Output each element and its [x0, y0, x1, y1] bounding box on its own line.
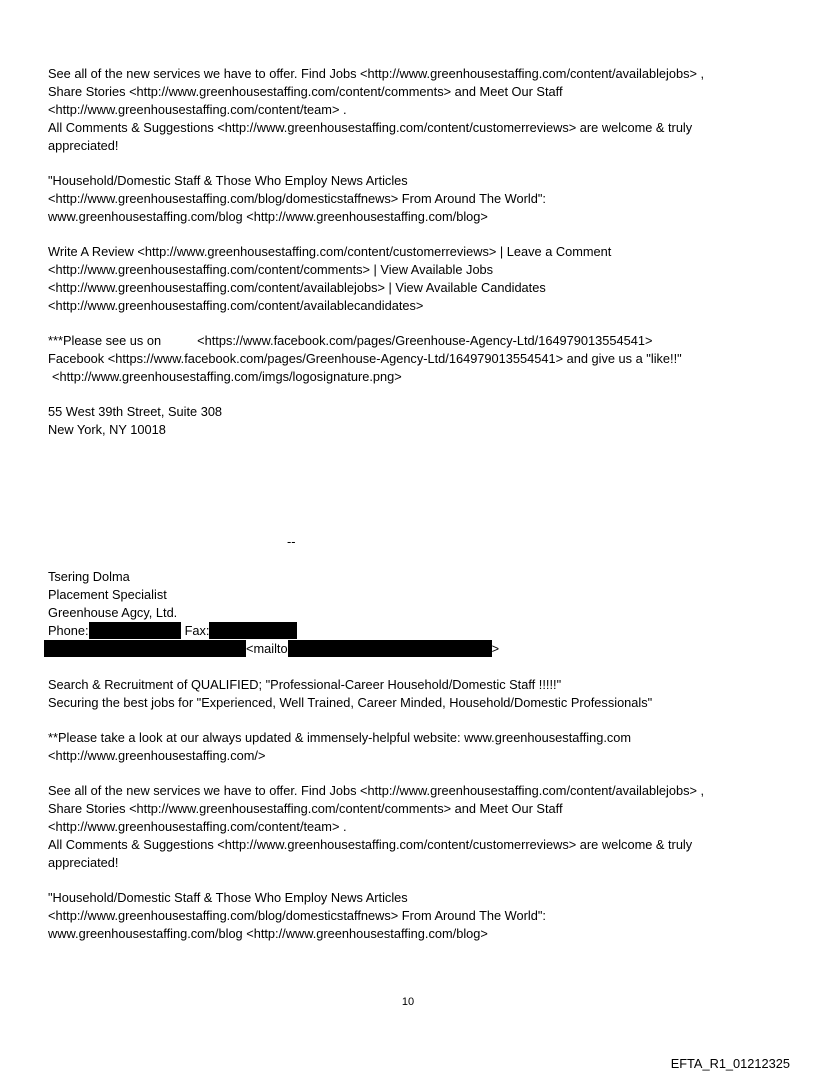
text-line: All Comments & Suggestions <http://www.greenhousestaffing.com/content/customerreviews> are welcome & truly [48, 120, 693, 135]
signature-separator: -- [287, 534, 296, 549]
logo-link-line: <http://www.greenhousestaffing.com/imgs/logosignature.png> [52, 369, 402, 384]
text-line: Write A Review <http://www.greenhousestaffing.com/content/customerreviews> | Leave a Comment [48, 244, 612, 259]
text-line: Securing the best jobs for "Experienced, Well Trained, Career Minded, Household/Domestic Professionals" [48, 695, 653, 710]
services-paragraph [48, 782, 788, 872]
text-line: www.greenhousestaffing.com/blog <http://www.greenhousestaffing.com/blog> [48, 926, 488, 941]
text-line: <http://www.greenhousestaffing.com/> [48, 748, 266, 763]
text-line: <http://www.greenhousestaffing.com/content/team> . [48, 819, 347, 834]
text-line: Search & Recruitment of QUALIFIED; "Professional-Career Household/Domestic Staff !!!!!" [48, 677, 562, 692]
signature-name: Tsering Dolma [48, 569, 130, 584]
text-line: <http://www.greenhousestaffing.com/content/comments> | View Available Jobs [48, 262, 494, 277]
mailto-close: > [491, 641, 500, 656]
address-paragraph [48, 403, 788, 439]
text-line: Share Stories <http://www.greenhousestaffing.com/content/comments> and Meet Our Staff [48, 84, 563, 99]
text-line: <http://www.greenhousestaffing.com/blog/domesticstaffnews> From Around The World": [48, 908, 546, 923]
text-line: Share Stories <http://www.greenhousestaffing.com/content/comments> and Meet Our Staff [48, 801, 563, 816]
text-line: <http://www.greenhousestaffing.com/content/availablejobs> | View Available Candidates [48, 280, 546, 295]
news-paragraph [48, 889, 788, 943]
text-line: appreciated! [48, 855, 119, 870]
text-line: <http://www.greenhousestaffing.com/content/availablecandidates> [48, 298, 424, 313]
links-paragraph [48, 243, 788, 315]
text-line: www.greenhousestaffing.com/blog <http://www.greenhousestaffing.com/blog> [48, 209, 488, 224]
fax-redaction [209, 622, 297, 639]
facebook-paragraph [48, 332, 788, 386]
news-paragraph [48, 172, 788, 226]
email-line [44, 640, 499, 658]
text-line: All Comments & Suggestions <http://www.greenhousestaffing.com/content/customerreviews> are welcome & truly [48, 837, 693, 852]
address-line: 55 West 39th Street, Suite 308 [48, 404, 223, 419]
email-body-top [48, 65, 788, 456]
email-redaction [44, 640, 246, 657]
text-line: **Please take a look at our always updated & immensely-helpful website: www.greenhousestaffing.com [48, 730, 632, 745]
facebook-prefix: ***Please see us on [48, 333, 162, 348]
phone-fax-line [48, 622, 499, 640]
mailto-redaction [288, 640, 492, 657]
facebook-line [48, 332, 788, 350]
signature-title: Placement Specialist [48, 587, 167, 602]
mailto-label: <mailto [246, 641, 288, 656]
address-line: New York, NY 10018 [48, 422, 166, 437]
fax-label: Fax: [184, 623, 210, 638]
text-line: See all of the new services we have to offer. Find Jobs <http://www.greenhousestaffing.com/content/availablejobs> , [48, 783, 705, 798]
email-body-bottom [48, 676, 788, 960]
document-id: EFTA_R1_01212325 [670, 1056, 790, 1071]
signature-company: Greenhouse Agcy, Ltd. [48, 605, 178, 620]
signature-block [48, 568, 499, 658]
website-paragraph [48, 729, 788, 765]
text-line: <http://www.greenhousestaffing.com/content/team> . [48, 102, 347, 117]
facebook-url: <https://www.facebook.com/pages/Greenhouse-Agency-Ltd/164979013554541> [197, 333, 653, 348]
text-line: Facebook <https://www.facebook.com/pages/Greenhouse-Agency-Ltd/164979013554541> and give us a "like!!" [48, 351, 682, 366]
text-line: "Household/Domestic Staff & Those Who Employ News Articles [48, 173, 408, 188]
text-line: <http://www.greenhousestaffing.com/blog/domesticstaffnews> From Around The World": [48, 191, 546, 206]
text-line: appreciated! [48, 138, 119, 153]
phone-redaction [89, 622, 181, 639]
services-paragraph [48, 65, 788, 155]
page-number: 10 [401, 996, 415, 1008]
text-line: See all of the new services we have to offer. Find Jobs <http://www.greenhousestaffing.com/content/availablejobs> , [48, 66, 705, 81]
phone-label: Phone: [48, 623, 89, 638]
tagline-paragraph [48, 676, 788, 712]
text-line: "Household/Domestic Staff & Those Who Employ News Articles [48, 890, 408, 905]
